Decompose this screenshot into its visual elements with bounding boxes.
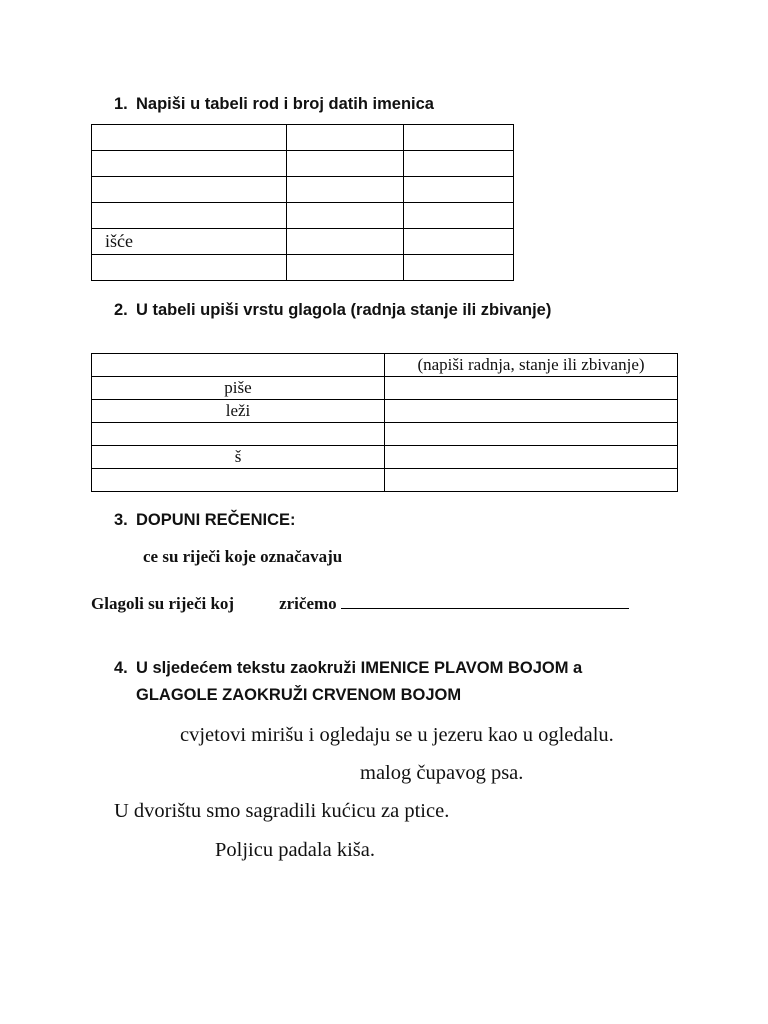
- sentence-2-part1: Glagoli su riječi koj: [91, 594, 235, 613]
- gender-cell[interactable]: [287, 229, 404, 255]
- gender-cell[interactable]: [287, 255, 404, 281]
- verb-table-row: [92, 446, 678, 469]
- verb-header-cell: [92, 354, 385, 377]
- text-line-4: Poljicu padala kiša.: [215, 839, 375, 861]
- task1-number: 1.: [114, 95, 128, 113]
- type-header-cell: (napiši radnja, stanje ili zbivanje): [385, 354, 678, 377]
- task4-heading: [114, 659, 582, 678]
- number-cell[interactable]: [404, 151, 514, 177]
- task2-heading: [114, 301, 551, 320]
- sentence-1: ce su riječi koje označavaju: [143, 547, 343, 566]
- number-cell[interactable]: [404, 125, 514, 151]
- verb-type-cell[interactable]: [385, 423, 678, 446]
- verb-cell: piše: [92, 377, 385, 400]
- task3-number: 3.: [114, 511, 128, 529]
- number-cell[interactable]: [404, 255, 514, 281]
- number-cell[interactable]: [404, 229, 514, 255]
- verb-table-row: [92, 400, 678, 423]
- number-cell[interactable]: [404, 203, 514, 229]
- sentence-2-part2: zričemo: [279, 594, 337, 613]
- verb-table-row: [92, 377, 678, 400]
- noun-cell: [92, 255, 287, 281]
- task1-heading: [114, 95, 434, 114]
- noun-table-row: [92, 255, 514, 281]
- task4-title-line2: GLAGOLE ZAOKRUŽI CRVENOM BOJOM: [136, 686, 462, 704]
- task2-title: U tabeli upiši vrstu glagola (radnja stanje ili zbivanje): [136, 301, 552, 319]
- task4-number: 4.: [114, 659, 128, 677]
- verb-table: [91, 353, 678, 492]
- gender-cell[interactable]: [287, 203, 404, 229]
- task1-title: Napiši u tabeli rod i broj datih imenica: [136, 95, 434, 113]
- task2-number: 2.: [114, 301, 128, 319]
- noun-cell: [92, 125, 287, 151]
- verb-cell: [92, 423, 385, 446]
- noun-table-row: [92, 203, 514, 229]
- noun-cell: išće: [92, 229, 287, 255]
- noun-table-row: [92, 125, 514, 151]
- verb-type-cell[interactable]: [385, 377, 678, 400]
- task3-heading: [114, 511, 296, 530]
- noun-cell: [92, 203, 287, 229]
- number-cell[interactable]: [404, 177, 514, 203]
- gender-cell[interactable]: [287, 125, 404, 151]
- verb-type-cell[interactable]: [385, 469, 678, 492]
- verb-type-cell[interactable]: [385, 446, 678, 469]
- noun-table-row: [92, 177, 514, 203]
- verb-table-header-row: [92, 354, 678, 377]
- verb-table-row: [92, 423, 678, 446]
- text-line-3: U dvorištu smo sagradili kućicu za ptice.: [114, 800, 450, 822]
- noun-cell: [92, 177, 287, 203]
- gender-cell[interactable]: [287, 177, 404, 203]
- noun-cell: [92, 151, 287, 177]
- verb-cell: leži: [92, 400, 385, 423]
- task4-title-line1: U sljedećem tekstu zaokruži IMENICE PLAVOM BOJOM a: [136, 659, 583, 677]
- verb-cell: [92, 469, 385, 492]
- verb-type-cell[interactable]: [385, 400, 678, 423]
- task3-title: DOPUNI REČENICE:: [136, 511, 296, 529]
- gender-cell[interactable]: [287, 151, 404, 177]
- verb-table-row: [92, 469, 678, 492]
- text-line-1: cvjetovi mirišu i ogledaju se u jezeru kao u ogledalu.: [180, 724, 614, 746]
- noun-table-row: [92, 151, 514, 177]
- sentence-2: [91, 592, 629, 614]
- noun-table-row: [92, 229, 514, 255]
- noun-table: [91, 124, 514, 281]
- answer-blank[interactable]: [341, 592, 629, 609]
- verb-cell: š: [92, 446, 385, 469]
- text-line-2: malog čupavog psa.: [360, 762, 524, 784]
